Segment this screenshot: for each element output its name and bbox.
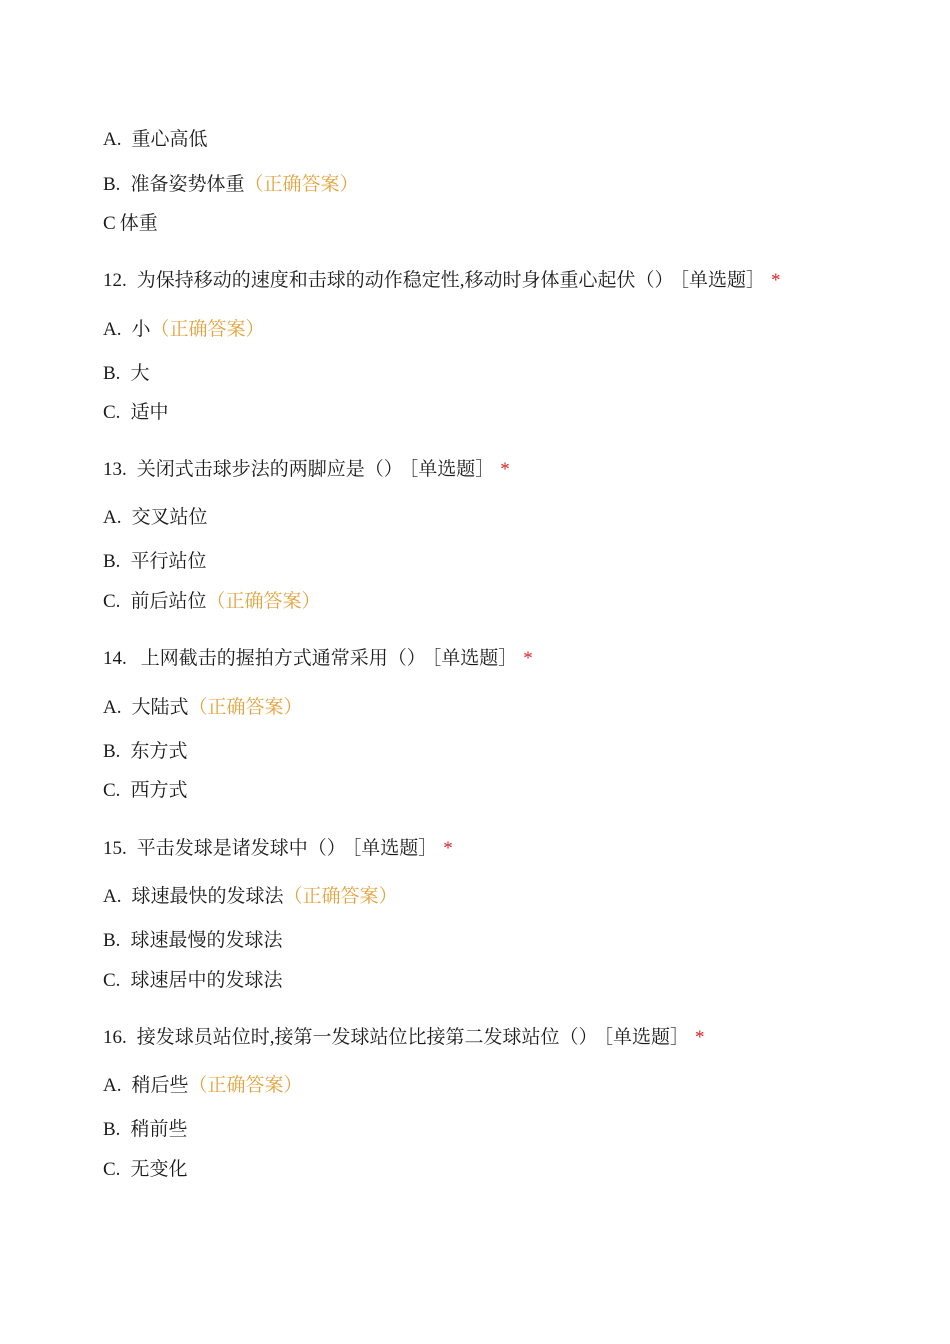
- option-prefix: C.: [103, 780, 121, 801]
- option-text: 东方式: [130, 741, 188, 762]
- option-prefix: A.: [103, 1075, 122, 1096]
- question-number: 15.: [103, 838, 127, 859]
- option-prefix: A.: [103, 507, 122, 528]
- correct-answer-tag: （正确答案）: [206, 591, 321, 612]
- option-text: 西方式: [130, 780, 188, 801]
- question-title: [103, 647, 533, 671]
- question-type: ［单选题］: [679, 270, 766, 291]
- option-prefix: C: [103, 213, 116, 234]
- option-row: [103, 590, 320, 614]
- question-title: [103, 837, 453, 861]
- option-row: [103, 1118, 187, 1142]
- option-row: [103, 929, 282, 953]
- option-prefix: A.: [103, 886, 122, 907]
- option-row: [103, 779, 187, 803]
- option-row: [103, 885, 398, 909]
- option-row: [103, 550, 206, 574]
- option-row: [103, 173, 358, 197]
- option-text: 适中: [130, 402, 169, 423]
- option-text: 交叉站位: [131, 507, 208, 528]
- option-row: [103, 212, 158, 236]
- option-row: [103, 128, 208, 152]
- option-row: [103, 506, 208, 530]
- required-marker: *: [771, 270, 781, 291]
- option-text: 稍前些: [130, 1119, 188, 1140]
- option-prefix: A.: [103, 319, 122, 340]
- question-type: ［单选题］: [351, 838, 438, 859]
- required-marker: *: [500, 459, 510, 480]
- correct-answer-tag: （正确答案）: [188, 1075, 303, 1096]
- correct-answer-tag: （正确答案）: [188, 697, 303, 718]
- question-number: 13.: [103, 459, 127, 480]
- question-number: 16.: [103, 1027, 127, 1048]
- option-prefix: B.: [103, 1119, 121, 1140]
- option-prefix: B.: [103, 551, 121, 572]
- question-text: 为保持移动的速度和击球的动作稳定性,移动时身体重心起伏（）: [136, 270, 674, 291]
- question-text: 接发球员站位时,接第一发球站位比接第二发球站位（）: [136, 1027, 598, 1048]
- correct-answer-tag: （正确答案）: [150, 319, 265, 340]
- option-text: 准备姿势体重: [130, 174, 245, 195]
- option-row: [103, 696, 303, 720]
- question-title: [103, 269, 781, 293]
- option-text: 重心高低: [131, 129, 208, 150]
- option-text: 平行站位: [130, 551, 207, 572]
- question-title: [103, 458, 510, 482]
- option-text: 稍后些: [131, 1075, 189, 1096]
- required-marker: *: [443, 838, 453, 859]
- question-type: ［单选题］: [408, 459, 495, 480]
- question-number: 14.: [103, 648, 127, 669]
- question-text: 平击发球是诸发球中（）: [136, 838, 346, 859]
- option-prefix: B.: [103, 174, 121, 195]
- option-prefix: C.: [103, 591, 121, 612]
- option-text: 球速最快的发球法: [131, 886, 284, 907]
- option-text: 大陆式: [131, 697, 189, 718]
- required-marker: *: [523, 648, 533, 669]
- option-prefix: A.: [103, 129, 122, 150]
- question-text: 关闭式击球步法的两脚应是（）: [136, 459, 403, 480]
- option-row: [103, 318, 265, 342]
- option-text: 大: [130, 363, 150, 384]
- option-text: 体重: [119, 213, 158, 234]
- option-text: 小: [131, 319, 151, 340]
- question-type: ［单选题］: [603, 1027, 690, 1048]
- option-row: [103, 1158, 187, 1182]
- option-text: 前后站位: [130, 591, 207, 612]
- question-number: 12.: [103, 270, 127, 291]
- required-marker: *: [695, 1027, 705, 1048]
- option-text: 球速居中的发球法: [130, 970, 283, 991]
- option-prefix: B.: [103, 363, 121, 384]
- question-text: 上网截击的握拍方式通常采用（）: [140, 648, 426, 669]
- option-prefix: C.: [103, 970, 121, 991]
- option-text: 球速最慢的发球法: [130, 930, 283, 951]
- option-row: [103, 401, 168, 425]
- question-title: [103, 1026, 705, 1050]
- option-row: [103, 740, 187, 764]
- option-row: [103, 1074, 303, 1098]
- option-prefix: B.: [103, 930, 121, 951]
- correct-answer-tag: （正确答案）: [283, 886, 398, 907]
- option-row: [103, 969, 282, 993]
- option-prefix: B.: [103, 741, 121, 762]
- option-prefix: C.: [103, 1159, 121, 1180]
- option-text: 无变化: [130, 1159, 188, 1180]
- option-prefix: A.: [103, 697, 122, 718]
- option-row: [103, 362, 149, 386]
- question-type: ［单选题］: [431, 648, 518, 669]
- correct-answer-tag: （正确答案）: [244, 174, 359, 195]
- option-prefix: C.: [103, 402, 121, 423]
